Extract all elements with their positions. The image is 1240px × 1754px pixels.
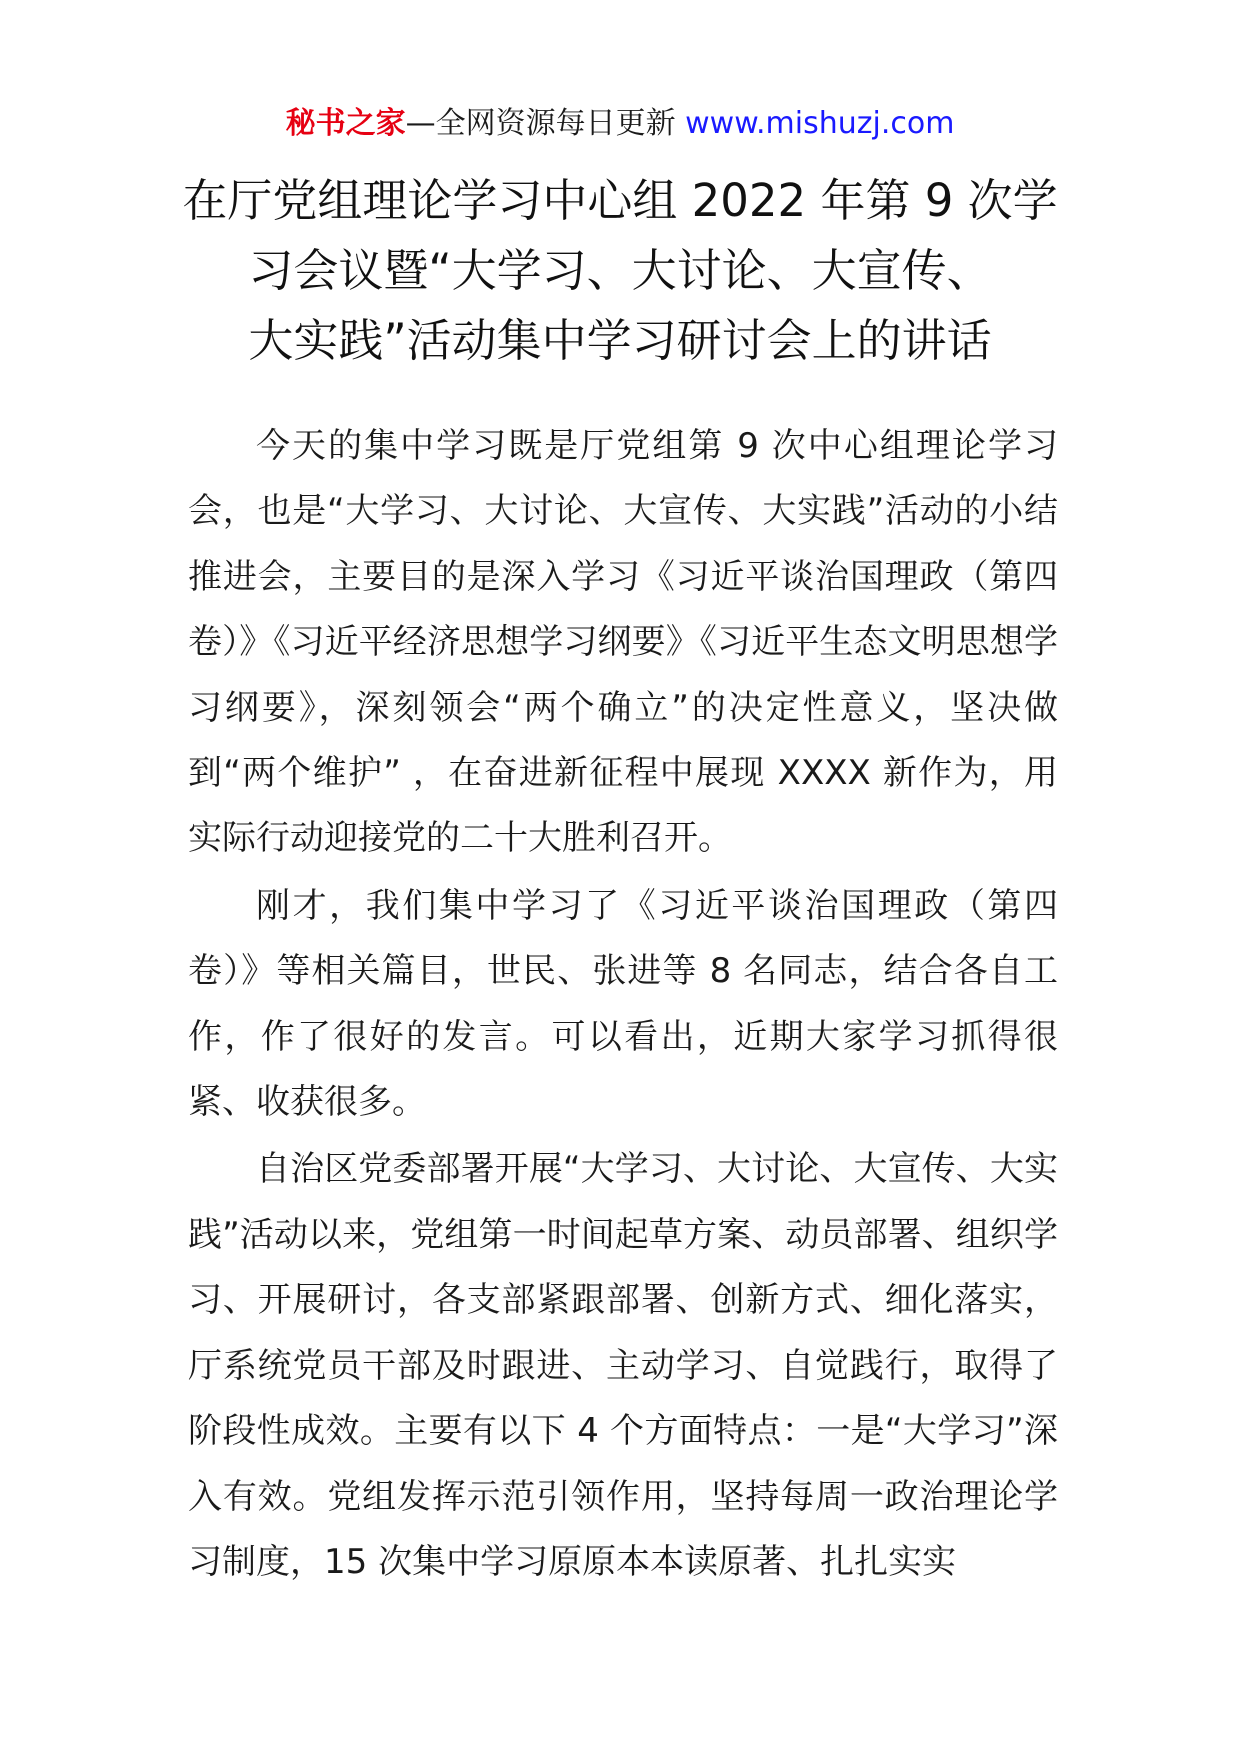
title-line: 大实践”活动集中学习研讨会上的讲话 xyxy=(248,314,992,367)
site-tagline: —全网资源每日更新 xyxy=(405,106,676,141)
title-line: 在厅党组理论学习中心组 2022 年第 9 次学 xyxy=(182,174,1058,227)
document-body xyxy=(188,414,1058,1597)
site-url-link[interactable]: www.mishuzj.com xyxy=(685,106,955,141)
title-line: 习会议暨“大学习、大讨论、大宣传、 xyxy=(248,244,992,297)
site-header xyxy=(0,104,1240,144)
site-name: 秘书之家 xyxy=(285,106,406,141)
body-paragraph: 刚才，我们集中学习了《习近平谈治国理政（第四卷）》等相关篇目，世民、张进等 8 名同志，结合各自工作，作了很好的发言。可以看出，近期大家学习抓得很紧、收获很多。 xyxy=(188,885,1058,1123)
document-title xyxy=(150,166,1090,376)
body-paragraph: 自治区党委部署开展“大学习、大讨论、大宣传、大实践”活动以来，党组第一时间起草方案、动员部署、组织学习、开展研讨，各支部紧跟部署、创新方式、细化落实，厅系统党员干部及时跟进、主动学习、自觉践行，取得了阶段性成效。主要有以下 4 个方面特点：一是“大学习”深入有效。党组发挥示范引领作用，坚持每周一政治理论学习制度，15 次集中学习原原本本读原著、扎扎实实 xyxy=(188,1149,1058,1582)
body-paragraph: 今天的集中学习既是厅党组第 9 次中心组理论学习会，也是“大学习、大讨论、大宣传、大实践”活动的小结推进会，主要目的是深入学习《习近平谈治国理政（第四卷）》《习近平经济思想学习纲要》《习近平生态文明思想学习纲要》，深刻领会“两个确立”的决定性意义，坚决做到“两个维护” ，在奋进新征程中展现 XXXX 新作为，用实际行动迎接党的二十大胜利召开。 xyxy=(188,426,1058,859)
